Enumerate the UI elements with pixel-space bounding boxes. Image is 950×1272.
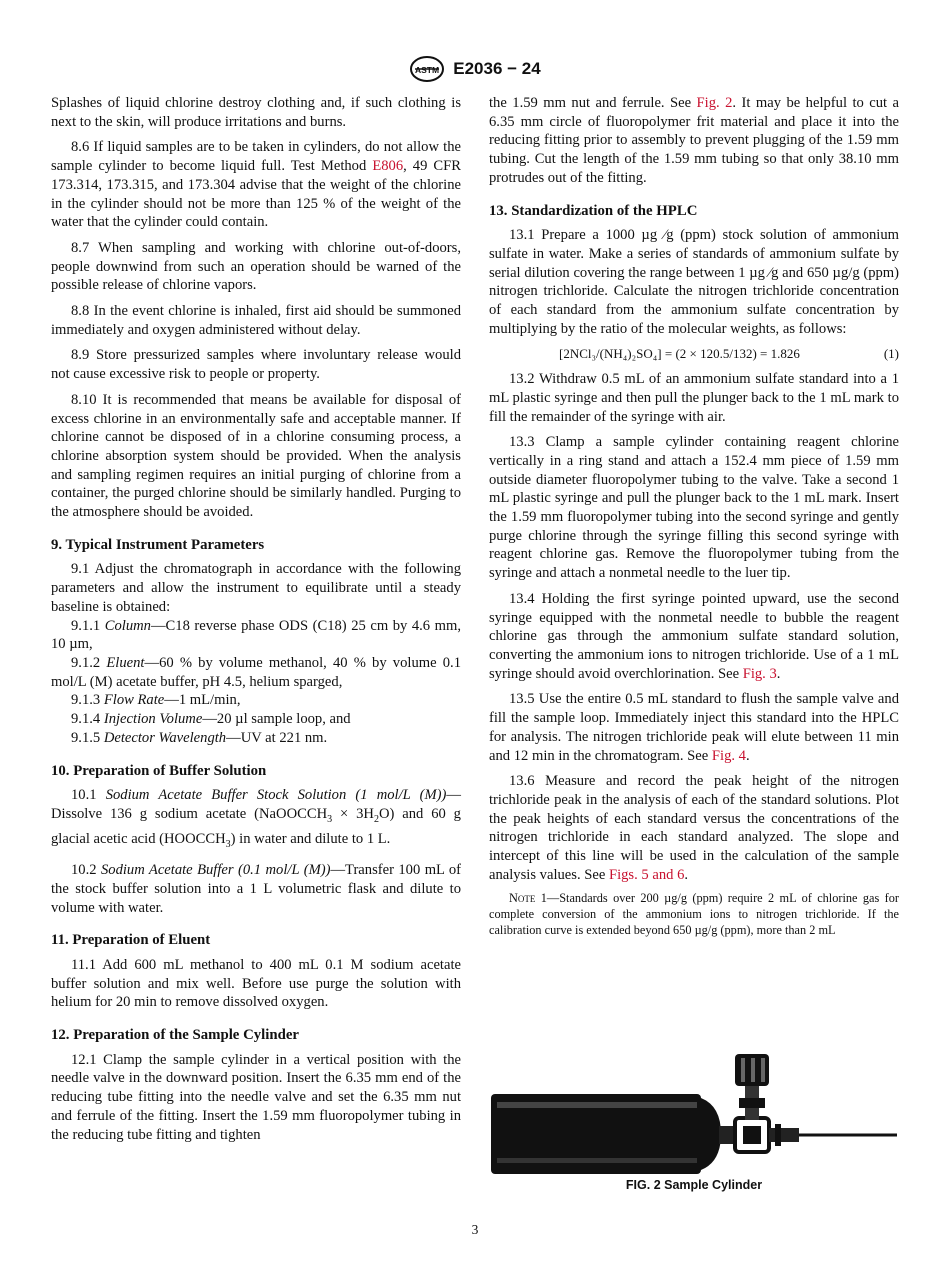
paragraph-13-1: 13.1 Prepare a 1000 µg ⁄g (ppm) stock solution of ammonium sulfate in water. Make a series of standards of ammonium sulfate by serial dilution covering the range between 1 µg ⁄g and 650 µg/g (ppm) nitrogen trichloride. Calculate the nitrogen trichloride concentration of each standard from the ammonium sulfate concentration by multiplying by the ratio of the molecular weights, as follows:: [489, 227, 899, 337]
link-fig-4[interactable]: Fig. 4: [711, 747, 746, 764]
page-header: [0, 56, 950, 82]
paragraph-8-6: 8.6 If liquid samples are to be taken in cylinders, do not allow the sample cylinder to become liquid full. Test Method E806, 49 CFR 173.314, 173.315, and 173.304 advise that the weight of the chlorine in the cylinder should not be more than 125 % of the weight of the water that the cylinder could contain.: [51, 139, 462, 231]
section-9-heading: 9. Typical Instrument Parameters: [51, 536, 265, 553]
paragraph-13-4: 13.4 Holding the first syringe pointed upward, use the second syringe equipped with the nonmetal needle to bubble the reagent chlorine gas through the ammonium sulfate standard solution, converting the ammonium ions to nitrogen trichloride. Use of a 1 mL syringe should avoid overchlorination. See Fig. 3.: [489, 590, 899, 682]
section-12-heading: 12. Preparation of the Sample Cylinder: [51, 1027, 299, 1044]
paragraph-9-1-1: 9.1.1 Column—C18 reverse phase ODS (C18) 25 cm by 4.6 mm, 10 µm,: [51, 617, 461, 653]
link-figs-5-6[interactable]: Figs. 5 and 6: [608, 866, 685, 883]
paragraph-9-1-3: 9.1.3 Flow Rate—1 mL/min,: [71, 692, 241, 709]
svg-text:ASTM: ASTM: [415, 65, 440, 75]
paragraph-12-1: 12.1 Clamp the sample cylinder in a vertical position with the needle valve in the downward position. Insert the 6.35 mm end of the reducing tube fitting into the needle valve and set the 6.35 mm nut and ferrule of the fitting. Insert the 1.59 mm fluoropolymer tubing in the reducing tube fitting and tighten: [51, 1051, 461, 1143]
standard-code: E2036 − 24: [453, 59, 541, 78]
page-number: 3: [471, 1222, 479, 1237]
paragraph-9-1-4: 9.1.4 Injection Volume—20 µl sample loop, and: [71, 711, 351, 728]
paragraph-13-2: 13.2 Withdraw 0.5 mL of an ammonium sulfate standard into a 1 mL plastic syringe and then pull the plunger back to the 1 mL mark to fill the remainder of the syringe with air.: [489, 371, 899, 425]
paragraph-splash: Splashes of liquid chlorine destroy clothing and, if such clothing is next to the skin, will produce irritations and burns.: [51, 95, 461, 130]
paragraph-13-5: 13.5 Use the entire 0.5 mL standard to flush the sample valve and fill the sample loop. Immediately inject this standard into the HPLC for analysis. The nitrogen trichloride peak will elute between 11 min and 12 min in the chromatogram. See Fig. 4.: [489, 691, 899, 764]
link-e806[interactable]: E806: [372, 158, 404, 175]
paragraph-9-1-5: 9.1.5 Detector Wavelength—UV at 221 nm.: [71, 729, 328, 746]
link-fig-2[interactable]: Fig. 2: [696, 95, 733, 111]
figure-2-caption: FIG. 2 Sample Cylinder: [625, 1178, 763, 1192]
section-11-heading: 11. Preparation of Eluent: [51, 932, 211, 949]
link-fig-3[interactable]: Fig. 3: [742, 665, 777, 682]
paragraph-13-3: 13.3 Clamp a sample cylinder containing reagent chlorine vertically in a ring stand and attach a 152.4 mm piece of 1.59 mm outside diameter fluoropolymer tubing to the valve. Take a second 1 mL plastic syringe and pull the plunger back to the 1 mL mark. Insert the 1.59 mm fluoropolymer tubing into the second syringe and gently purge chlorine through the syringe filling this second syringe with reagent chlorine gas. Remove the fluoropolymer tubing from the syringe and attach a nonmetal needle to the luer tip.: [489, 434, 899, 582]
paragraph-8-10: 8.10 It is recommended that means be available for disposal of excess chlorine in an environmentally safe and acceptable manner. If chlorine cannot be disposed of in a chlorine consuming process, a chlorine absorption system should be provided. When the analysis and sampling regimen requires an initial purging of chlorine from a container, the purged chlorine should be similarly handled. Purging to the atmosphere should be avoided.: [51, 391, 461, 521]
paragraph-8-9: 8.9 Store pressurized samples where involuntary release would not cause excessive risk to people or property.: [51, 347, 461, 383]
paragraph-11-1: 11.1 Add 600 mL methanol to 400 mL 0.1 M sodium acetate buffer solution and mix well. Before use purge the solution with helium for 20 min to remove dissolved oxygen.: [51, 956, 461, 1011]
section-13-heading: 13. Standardization of the HPLC: [489, 202, 698, 219]
paragraph-10-2: 10.2 Sodium Acetate Buffer (0.1 mol/L (M))—Transfer 100 mL of the stock buffer solution into a 1 L volumetric flask and dilute to volume with water.: [51, 862, 461, 916]
astm-logo-icon: [409, 56, 445, 82]
paragraph-8-7: 8.7 When sampling and working with chlorine out-of-doors, people downwind from such an operation should be warned of the possible release of chlorine vapors.: [51, 239, 461, 294]
paragraph-9-1: 9.1 Adjust the chromatograph in accordance with the following parameters and allow the instrument to equilibrate until a steady baseline is obtained:: [51, 561, 461, 615]
equation-1: [559, 345, 899, 364]
left-column: [51, 94, 461, 1151]
sample-cylinder-figure: [489, 1046, 899, 1196]
equation-number: (1): [883, 346, 899, 362]
paragraph-8-8: 8.8 In the event chlorine is inhaled, first aid should be summoned immediately and oxygen administered without delay.: [51, 303, 461, 338]
paragraph-12-1-cont: the 1.59 mm nut and ferrule. See Fig. 2. It may be helpful to cut a 6.35 mm circle of fluoropolymer frit material and place it into the reducing fitting prior to assembly to prevent plugging of the 1.59 mm tubing. Cut the length of the 1.59 mm tubing so that only 38.10 mm protrudes out of the fitting.: [489, 95, 900, 186]
note-1: Note 1—Standards over 200 µg/g (ppm) require 2 mL of chlorine gas for complete conversion of the ammonium ions to nitrogen trichloride. If the calibration curve is extended beyond 650 µg/g (ppm), more than 2 mL: [489, 891, 899, 937]
paragraph-10-1: 10.1 Sodium Acetate Buffer Stock Solution (1 mol/L (M))— Dissolve 136 g sodium acetate (NaOOCCH$_3$ × $3H_2O$) and 60 g glacial acetic acid $(HOOCCH_3)$ in water and dilute to 1 L.: [51, 787, 461, 850]
section-10-heading: 10. Preparation of Buffer Solution: [51, 762, 267, 779]
paragraph-9-1-2: 9.1.2 Eluent—60 % by volume methanol, 40 % by volume 0.1 mol/L (M) acetate buffer, pH 4.5, helium sparged,: [51, 654, 461, 690]
equation-body: [2NCl₃/(NH₄)₂SO₄] = (2 × 120.5/132) = 1.826: [559, 346, 800, 362]
paragraph-13-6: 13.6 Measure and record the peak height of the nitrogen trichloride peak in the analysis of each of the standard solutions. Plot the peak heights of each standard versus the concentrations of the nitrogen trichloride in each standard analyzed. The slope and intercept of this line will be used in the calculation of the sample analysis values. See Figs. 5 and 6.: [489, 773, 899, 883]
right-column: [489, 94, 899, 938]
